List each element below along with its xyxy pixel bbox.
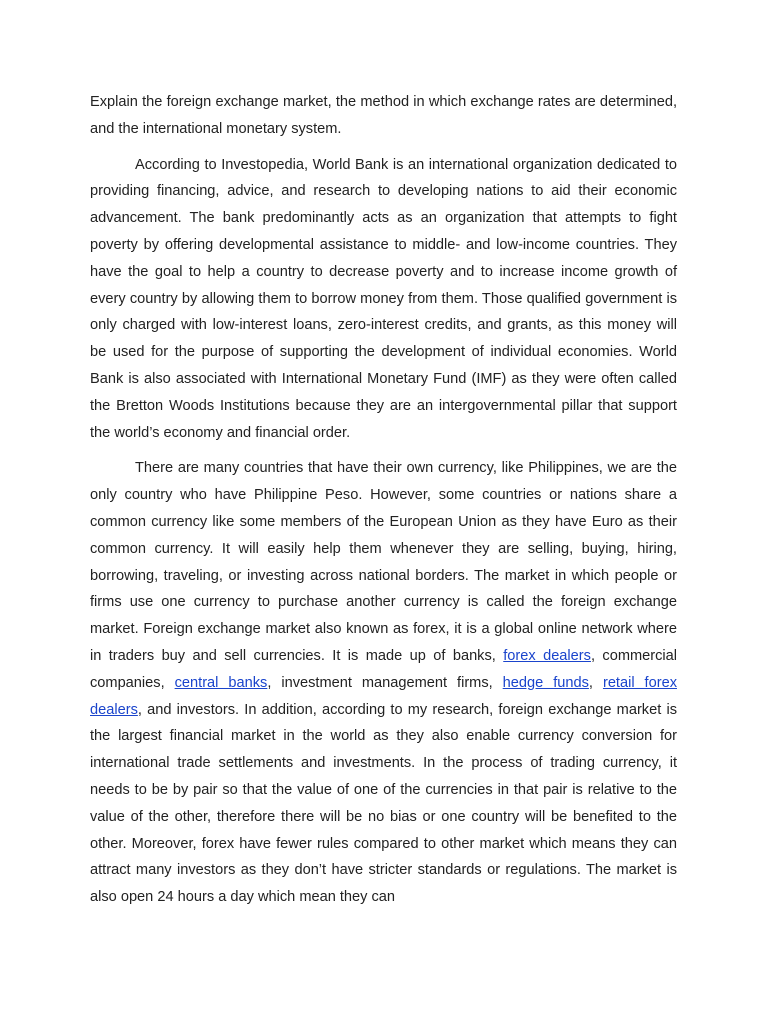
- paragraph-forex-sep-3: ,: [588, 674, 603, 691]
- paragraph-world-bank: According to Investopedia, World Bank is an international organization dedicated to providing financing, advice, and research to developing nations to aid their economic advancement. The bank predominantly acts as an organization that attempts to fight poverty by offering developmental assistance to middle- and low-income countries. They have the goal to help a country to decrease poverty and to increase income growth of every country by allowing them to borrow money from them. Those qualified government is only charged with low-interest loans, zero-interest credits, and grants, as this money will be used for the purpose of supporting the development of individual economies. World Bank is also associated with International Monetary Fund (IMF) as they were often called the Bretton Woods Institutions because they are an intergovernmental pillar that support the world’s economy and financial order.: [90, 156, 677, 441]
- paragraph-forex-text-2: , and investors. In addition, according to my research, foreign exchange market is the largest financial market in the world as they also enable currency conversion for international trade settlements and investments. In the process of trading currency, it needs to be by pair so that the value of one of the currencies in that pair is relative to the value of the other, therefore there will be no bias or one country will be benefited to the other. Moreover, forex have fewer rules compared to other market which means they can attract many investors as they don’t have stricter standards or regulations. The market is also open 24 hours a day which mean they can: [90, 701, 677, 906]
- document-body: [90, 89, 677, 911]
- link-hedge-funds[interactable]: hedge funds: [502, 674, 589, 691]
- link-retail-forex-dealers[interactable]: retail forex dealers: [90, 674, 677, 718]
- paragraph-forex-text-1: There are many countries that have their own currency, like Philippines, we are the only country who have Philippine Peso. However, some countries or nations share a common currency like some members of the European Union as they have Euro as their common currency. It will easily help them whenever they are selling, buying, hiring, borrowing, traveling, or investing across national borders. The market in which people or firms use one currency to purchase another currency is called the foreign exchange market. Foreign exchange market also known as forex, it is a global online network where in traders buy and sell currencies. It is made up of banks,: [90, 460, 677, 664]
- paragraph-forex: [90, 455, 677, 911]
- question-text: Explain the foreign exchange market, the method in which exchange rates are determined, and the international monetary system.: [90, 94, 677, 137]
- paragraph-forex-sep-2: , investment management firms,: [267, 674, 503, 691]
- link-forex-dealers[interactable]: forex dealers: [503, 647, 591, 664]
- link-central-banks[interactable]: central banks: [174, 674, 268, 691]
- paragraph-forex-sep-1: , commercial companies,: [90, 647, 678, 691]
